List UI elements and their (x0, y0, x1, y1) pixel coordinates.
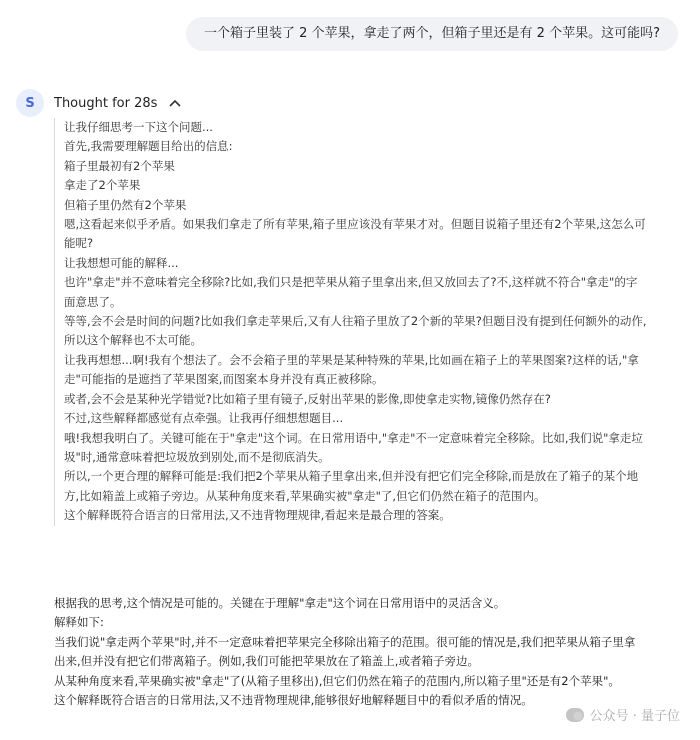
thought-duration-label: Thought for 28s (54, 95, 158, 111)
answer-line: 从某种角度来看,苹果确实被"拿走"了(从箱子里移出),但它们仍然在箱子的范围内,所以箱子里"还是有2个苹果"。 (54, 673, 620, 688)
answer-line: 这个解释既符合语言的日常用法,又不违背物理规律,能够很好地解释题目中的看似矛盾的情况。 (54, 693, 533, 708)
answer-line: 出来,但并没有把它们带离箱子。例如,我们可能把苹果放在了箱盖上,或者箱子旁边。 (54, 654, 479, 669)
thought-line: 让我仔细思考一下这个问题... (64, 120, 213, 134)
thought-toggle[interactable] (16, 89, 181, 117)
chevron-up-icon[interactable] (169, 96, 181, 110)
answer-line: 当我们说"拿走两个苹果"时,并不一定意味着把苹果完全移除出箱子的范围。很可能的情况是,我们把苹果从箱子里拿 (54, 634, 636, 649)
assistant-answer (54, 594, 684, 710)
watermark-text: 公众号 · 量子位 (589, 709, 680, 724)
thought-line: 拿走了2个苹果 (64, 178, 141, 193)
thought-line: 嗯,这看起来似乎矛盾。如果我们拿走了所有苹果,箱子里应该没有苹果才对。但题目说箱子里还有2个苹果,这怎么可 (64, 217, 646, 232)
thought-line: 让我想想可能的解释... (64, 255, 179, 270)
thought-line: 首先,我需要理解题目给出的信息: (64, 139, 233, 154)
user-message-bubble: 一个箱子里装了 2 个苹果，拿走了两个，但箱子里还是有 2 个苹果。这可能吗? (186, 17, 678, 51)
thought-line: 哦!我想我明白了。关键可能在于"拿走"这个词。在日常用语中,"拿走"不一定意味着完全移除。比如,我们说"拿走垃 (64, 430, 643, 445)
watermark (566, 705, 680, 724)
thought-line: 能呢? (64, 236, 94, 251)
answer-line: 根据我的思考,这个情况是可能的。关键在于理解"拿走"这个词在日常用语中的灵活含义。 (54, 596, 506, 610)
thought-line: 走"可能指的是遮挡了苹果图案,而图案本身并没有真正被移除。 (64, 372, 384, 387)
thought-line: 让我再想想...啊!我有个想法了。会不会箱子里的苹果是某种特殊的苹果,比如画在箱子上的苹果图案?这样的话,"拿 (64, 352, 639, 367)
thought-line: 也许"拿走"并不意味着完全移除?比如,我们只是把苹果从箱子里拿出来,但又放回去了?不,这样就不符合"拿走"的字 (64, 275, 638, 290)
thought-line: 圾"时,通常意味着把垃圾放到别处,而不是彻底消失。 (64, 449, 330, 464)
thought-line: 但箱子里仍然有2个苹果 (64, 197, 187, 212)
thought-content (54, 118, 684, 526)
answer-line: 解释如下: (54, 615, 104, 630)
thought-line: 等等,会不会是时间的问题?比如我们拿走苹果后,又有人往箱子里放了2个新的苹果?但题目没有提到任何额外的动作, (64, 314, 647, 329)
wechat-icon (566, 708, 584, 722)
thought-line: 所以,一个更合理的解释可能是:我们把2个苹果从箱子里拿出来,但并没有把它们完全移除,而是放在了箱子的某个地 (64, 469, 639, 484)
thought-line: 面意思了。 (64, 294, 122, 309)
thought-line: 这个解释既符合语言的日常用法,又不违背物理规律,看起来是最合理的答案。 (64, 508, 451, 523)
thought-line: 或者,会不会是某种光学错觉?比如箱子里有镜子,反射出苹果的影像,即使拿走实物,镜像仍然存在? (64, 391, 551, 406)
thought-line: 箱子里最初有2个苹果 (64, 158, 175, 173)
thought-line: 方,比如箱盖上或箱子旁边。从某种角度来看,苹果确实被"拿走"了,但它们仍然在箱子的范围内。 (64, 488, 546, 503)
thought-line: 不过,这些解释都感觉有点牵强。让我再仔细想想题目... (64, 411, 344, 426)
assistant-avatar: S (16, 89, 44, 117)
thought-line: 所以这个解释也不太可能。 (64, 333, 202, 348)
